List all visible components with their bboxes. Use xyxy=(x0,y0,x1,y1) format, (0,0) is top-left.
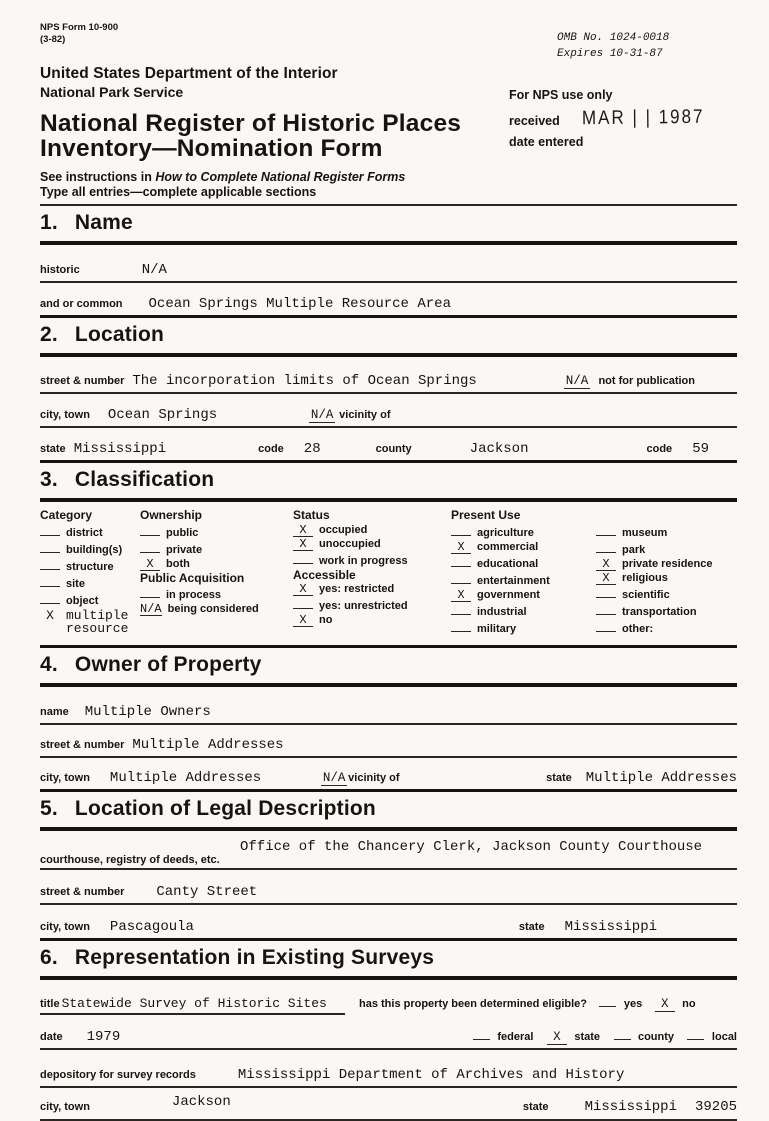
code2-value: 59 xyxy=(692,440,709,457)
local-label: local xyxy=(711,1030,737,1043)
historic-value: N/A xyxy=(141,261,167,278)
checkbox-label: unoccupied xyxy=(319,537,381,550)
checkbox-mark xyxy=(451,603,471,615)
column-header: Present Use xyxy=(451,507,521,522)
form-revision: (3-82) xyxy=(40,33,66,45)
section-heading-classification xyxy=(40,463,737,502)
instructions xyxy=(40,170,509,200)
checkbox-label: building(s) xyxy=(66,543,123,556)
state-value: Mississippi xyxy=(564,918,657,935)
column-header: Ownership xyxy=(140,507,203,522)
historic-label: historic xyxy=(40,263,80,276)
eligible-no-label: no xyxy=(682,997,696,1010)
checkbox-mark xyxy=(451,524,471,536)
checkbox-label: occupied xyxy=(319,523,368,536)
section-heading-owner xyxy=(40,648,737,687)
field-city-town xyxy=(40,407,737,428)
checkbox-mark xyxy=(140,586,160,598)
code2-label: code xyxy=(646,442,673,455)
checkbox-label: structure xyxy=(66,560,114,573)
classification-grid xyxy=(40,508,737,648)
state-value: Multiple Addresses xyxy=(585,769,737,786)
city-value: Pascagoula xyxy=(109,918,194,935)
checkbox-mark xyxy=(451,555,471,567)
vicinity-mark: N/A xyxy=(322,770,346,785)
county-label: county xyxy=(375,442,412,455)
classification-item xyxy=(40,558,140,574)
section-heading-surveys xyxy=(40,941,737,980)
state-survey-mark: X xyxy=(547,1032,567,1045)
classification-item xyxy=(596,572,737,585)
checkbox-label: commercial xyxy=(477,540,539,553)
checkbox-mark: X xyxy=(596,559,616,571)
classification-item xyxy=(596,603,737,619)
field-depository xyxy=(40,1067,737,1088)
instruction-book-title: How to Complete National Register Forms xyxy=(155,169,406,184)
classification-subheader: Public Acquisition xyxy=(140,570,245,585)
checkbox-mark: X xyxy=(293,584,313,596)
classification-item xyxy=(293,583,451,596)
state-label: state xyxy=(40,442,66,455)
omb-expires: Expires 10-31-87 xyxy=(557,47,663,60)
city-value: Multiple Addresses xyxy=(109,769,262,786)
classification-item xyxy=(293,552,451,568)
checkbox-label: yes: unrestricted xyxy=(319,599,408,612)
agency-title: National Park Service xyxy=(40,83,184,100)
date-value: 1979 xyxy=(86,1028,121,1045)
vicinity-label: vicinity of xyxy=(339,408,391,421)
state-value: Mississippi xyxy=(73,440,167,457)
present-use-column-1 xyxy=(451,508,596,637)
county-mark xyxy=(614,1027,631,1040)
checkbox-label: entertainment xyxy=(477,574,550,587)
checkbox-mark xyxy=(293,552,313,564)
instruction-line2: Type all entries—complete applicable sections xyxy=(40,184,317,199)
checkbox-mark: X xyxy=(46,607,54,623)
page-title-line1: National Register of Historic Places xyxy=(40,109,462,137)
present-use-column-2 xyxy=(596,508,737,637)
section-number: 2. xyxy=(40,322,58,346)
state-label: state xyxy=(546,771,572,784)
nps-use-only-label: For NPS use only xyxy=(509,87,613,102)
checkbox-mark xyxy=(596,541,616,553)
checkbox-mark: X xyxy=(451,590,471,602)
checkbox-mark: X xyxy=(293,615,313,627)
code-value: 28 xyxy=(303,440,321,457)
field-common-name xyxy=(40,296,737,318)
classification-item xyxy=(40,609,140,635)
form-number: NPS Form 10-900 xyxy=(40,22,119,33)
classification-item xyxy=(140,603,293,616)
classification-item xyxy=(140,558,293,571)
city-label: city, town xyxy=(40,408,90,421)
form-header xyxy=(40,22,737,200)
field-street-number xyxy=(40,371,737,394)
classification-item xyxy=(596,586,737,602)
checkbox-mark: X xyxy=(293,525,313,537)
field-courthouse xyxy=(40,839,737,870)
city-label: city, town xyxy=(40,771,90,784)
field-owner-city xyxy=(40,770,737,792)
page-title-line2: Inventory—Nomination Form xyxy=(40,134,383,162)
section-number: 4. xyxy=(40,652,58,676)
classification-item xyxy=(140,524,293,540)
local-mark xyxy=(687,1027,704,1040)
code-label: code xyxy=(258,442,284,455)
state-survey-label: state xyxy=(574,1030,601,1043)
eligible-question: has this property been determined eligible? xyxy=(359,997,587,1010)
checkbox-mark xyxy=(451,572,471,584)
checkbox-mark: N/A xyxy=(140,601,162,616)
field-survey-title xyxy=(40,994,737,1015)
state-label: state xyxy=(522,1100,549,1113)
classification-item xyxy=(596,620,737,636)
not-for-publication-mark: N/A xyxy=(565,373,589,388)
name-label: name xyxy=(40,705,69,718)
checkbox-label: multiple resource xyxy=(66,607,129,636)
checkbox-label: government xyxy=(477,588,540,601)
depository-value: Mississippi Department of Archives and History xyxy=(237,1066,625,1083)
category-column xyxy=(40,508,140,637)
checkbox-mark: X xyxy=(293,539,313,551)
classification-item xyxy=(451,524,596,540)
checkbox-label: private xyxy=(166,543,203,556)
section-heading-location xyxy=(40,318,737,357)
street-label: street & number xyxy=(40,885,125,898)
status-column xyxy=(293,508,451,637)
field-owner-street xyxy=(40,737,737,758)
classification-item xyxy=(596,541,737,557)
classification-item xyxy=(451,589,596,602)
field-survey-date xyxy=(40,1027,737,1050)
checkbox-label: private residence xyxy=(622,557,713,570)
classification-item xyxy=(596,524,737,540)
checkbox-label: religious xyxy=(622,571,668,584)
state-value: Mississippi xyxy=(584,1098,677,1115)
street-value: Canty Street xyxy=(156,883,258,900)
checkbox-label: object xyxy=(66,594,99,607)
vicinity-label: vicinity of xyxy=(348,771,400,784)
eligible-no-mark: X xyxy=(655,999,675,1012)
field-legal-city xyxy=(40,919,737,941)
received-row xyxy=(509,105,737,130)
section-title: Location of Legal Description xyxy=(74,796,376,820)
field-owner-name xyxy=(40,704,737,725)
checkbox-mark xyxy=(451,620,471,632)
checkbox-label: educational xyxy=(477,557,539,570)
checkbox-mark: X xyxy=(451,542,471,554)
section-title: Name xyxy=(74,210,133,234)
checkbox-mark xyxy=(40,592,60,604)
classification-item xyxy=(451,620,596,636)
section-heading-name xyxy=(40,206,737,245)
ownership-column xyxy=(140,508,293,637)
checkbox-mark xyxy=(596,620,616,632)
checkbox-mark xyxy=(293,597,313,609)
header-right xyxy=(509,22,737,200)
instruction-text: See instructions in xyxy=(40,169,156,184)
checkbox-label: both xyxy=(166,557,190,570)
classification-item xyxy=(451,603,596,619)
checkbox-mark xyxy=(596,524,616,536)
checkbox-label: yes: restricted xyxy=(319,582,395,595)
street-label: street & number xyxy=(40,374,125,387)
eligible-yes-label: yes xyxy=(623,997,643,1010)
section-title: Classification xyxy=(74,467,215,491)
checkbox-label: district xyxy=(66,526,103,539)
checkbox-mark xyxy=(40,541,60,553)
city-label: city, town xyxy=(40,920,90,933)
page-title xyxy=(40,111,509,161)
field-survey-city xyxy=(40,1093,737,1121)
section-number: 1. xyxy=(40,210,58,234)
city-label: city, town xyxy=(40,1100,90,1113)
classification-subheader: Accessible xyxy=(293,567,356,582)
common-name-value: Ocean Springs Multiple Resource Area xyxy=(148,295,451,312)
checkbox-label: park xyxy=(622,543,646,556)
classification-item xyxy=(451,572,596,588)
zip-value: 39205 xyxy=(694,1098,737,1115)
checkbox-label: public xyxy=(166,526,199,539)
county-label: county xyxy=(637,1030,675,1043)
checkbox-mark xyxy=(596,586,616,598)
date-label: date xyxy=(40,1030,63,1043)
checkbox-label: transportation xyxy=(622,605,697,618)
title-label: title xyxy=(40,997,60,1010)
classification-item xyxy=(451,541,596,554)
field-legal-street xyxy=(40,884,737,905)
checkbox-label: in process xyxy=(166,588,222,601)
checkbox-label: site xyxy=(66,577,85,590)
column-header: Category xyxy=(40,507,93,522)
checkbox-label: other: xyxy=(622,622,654,635)
checkbox-label: being considered xyxy=(167,602,259,615)
department-title: United States Department of the Interior xyxy=(40,64,338,82)
checkbox-mark xyxy=(40,524,60,536)
section-title: Owner of Property xyxy=(74,652,262,676)
common-name-label: and or common xyxy=(40,297,123,310)
omb-number: OMB No. 1024-0018 xyxy=(557,32,670,44)
checkbox-label: scientific xyxy=(622,588,670,601)
checkbox-label: museum xyxy=(622,526,668,539)
federal-label: federal xyxy=(497,1030,534,1043)
county-value: Jackson xyxy=(469,440,529,457)
classification-item xyxy=(40,575,140,591)
checkbox-mark xyxy=(596,603,616,615)
classification-item xyxy=(293,597,451,613)
classification-item xyxy=(140,586,293,602)
checkbox-mark: X xyxy=(596,573,616,585)
column-header: Status xyxy=(293,507,330,522)
checkbox-label: no xyxy=(319,613,333,626)
checkbox-label: military xyxy=(477,622,517,635)
checkbox-label: work in progress xyxy=(319,554,408,567)
city-value: Ocean Springs xyxy=(107,406,218,423)
classification-item xyxy=(40,524,140,540)
omb-block xyxy=(509,31,737,63)
city-value: Jackson xyxy=(171,1093,231,1110)
section-title: Representation in Existing Surveys xyxy=(74,945,435,969)
eligible-yes-mark xyxy=(599,994,616,1007)
classification-item xyxy=(40,592,140,608)
name-value: Multiple Owners xyxy=(84,703,211,720)
checkbox-label: industrial xyxy=(477,605,527,618)
date-entered-label: date entered xyxy=(509,134,584,149)
section-title: Location xyxy=(74,322,165,346)
received-label: received xyxy=(509,113,560,128)
field-historic xyxy=(40,262,737,283)
received-date-stamp: MAR | | 1987 xyxy=(581,105,705,129)
classification-item xyxy=(293,614,451,627)
not-for-publication-label: not for publication xyxy=(598,374,695,387)
checkbox-mark xyxy=(40,575,60,587)
title-value: Statewide Survey of Historic Sites xyxy=(61,995,327,1011)
street-value: The incorporation limits of Ocean Springs xyxy=(132,372,477,389)
courthouse-value: Office of the Chancery Clerk, Jackson County Courthouse xyxy=(240,838,703,855)
section-heading-legal xyxy=(40,792,737,831)
checkbox-label: agriculture xyxy=(477,526,534,539)
vicinity-mark: N/A xyxy=(310,407,334,422)
header-left xyxy=(40,22,509,200)
federal-mark xyxy=(473,1027,490,1040)
classification-item xyxy=(293,538,451,551)
street-label: street & number xyxy=(40,738,125,751)
section-number: 6. xyxy=(40,945,58,969)
checkbox-mark xyxy=(140,524,160,536)
courthouse-label: courthouse, registry of deeds, etc. xyxy=(40,853,220,866)
checkbox-mark xyxy=(40,558,60,570)
checkbox-mark xyxy=(140,541,160,553)
classification-item xyxy=(596,558,737,571)
classification-item xyxy=(140,541,293,557)
section-number: 3. xyxy=(40,467,58,491)
street-value: Multiple Addresses xyxy=(132,736,284,753)
state-label: state xyxy=(518,920,545,933)
classification-item xyxy=(40,541,140,557)
column-header xyxy=(596,508,737,523)
checkbox-mark: X xyxy=(140,559,160,571)
field-state-county xyxy=(40,441,737,463)
section-number: 5. xyxy=(40,796,58,820)
classification-item xyxy=(293,524,451,537)
classification-item xyxy=(451,555,596,571)
depository-label: depository for survey records xyxy=(40,1068,196,1081)
